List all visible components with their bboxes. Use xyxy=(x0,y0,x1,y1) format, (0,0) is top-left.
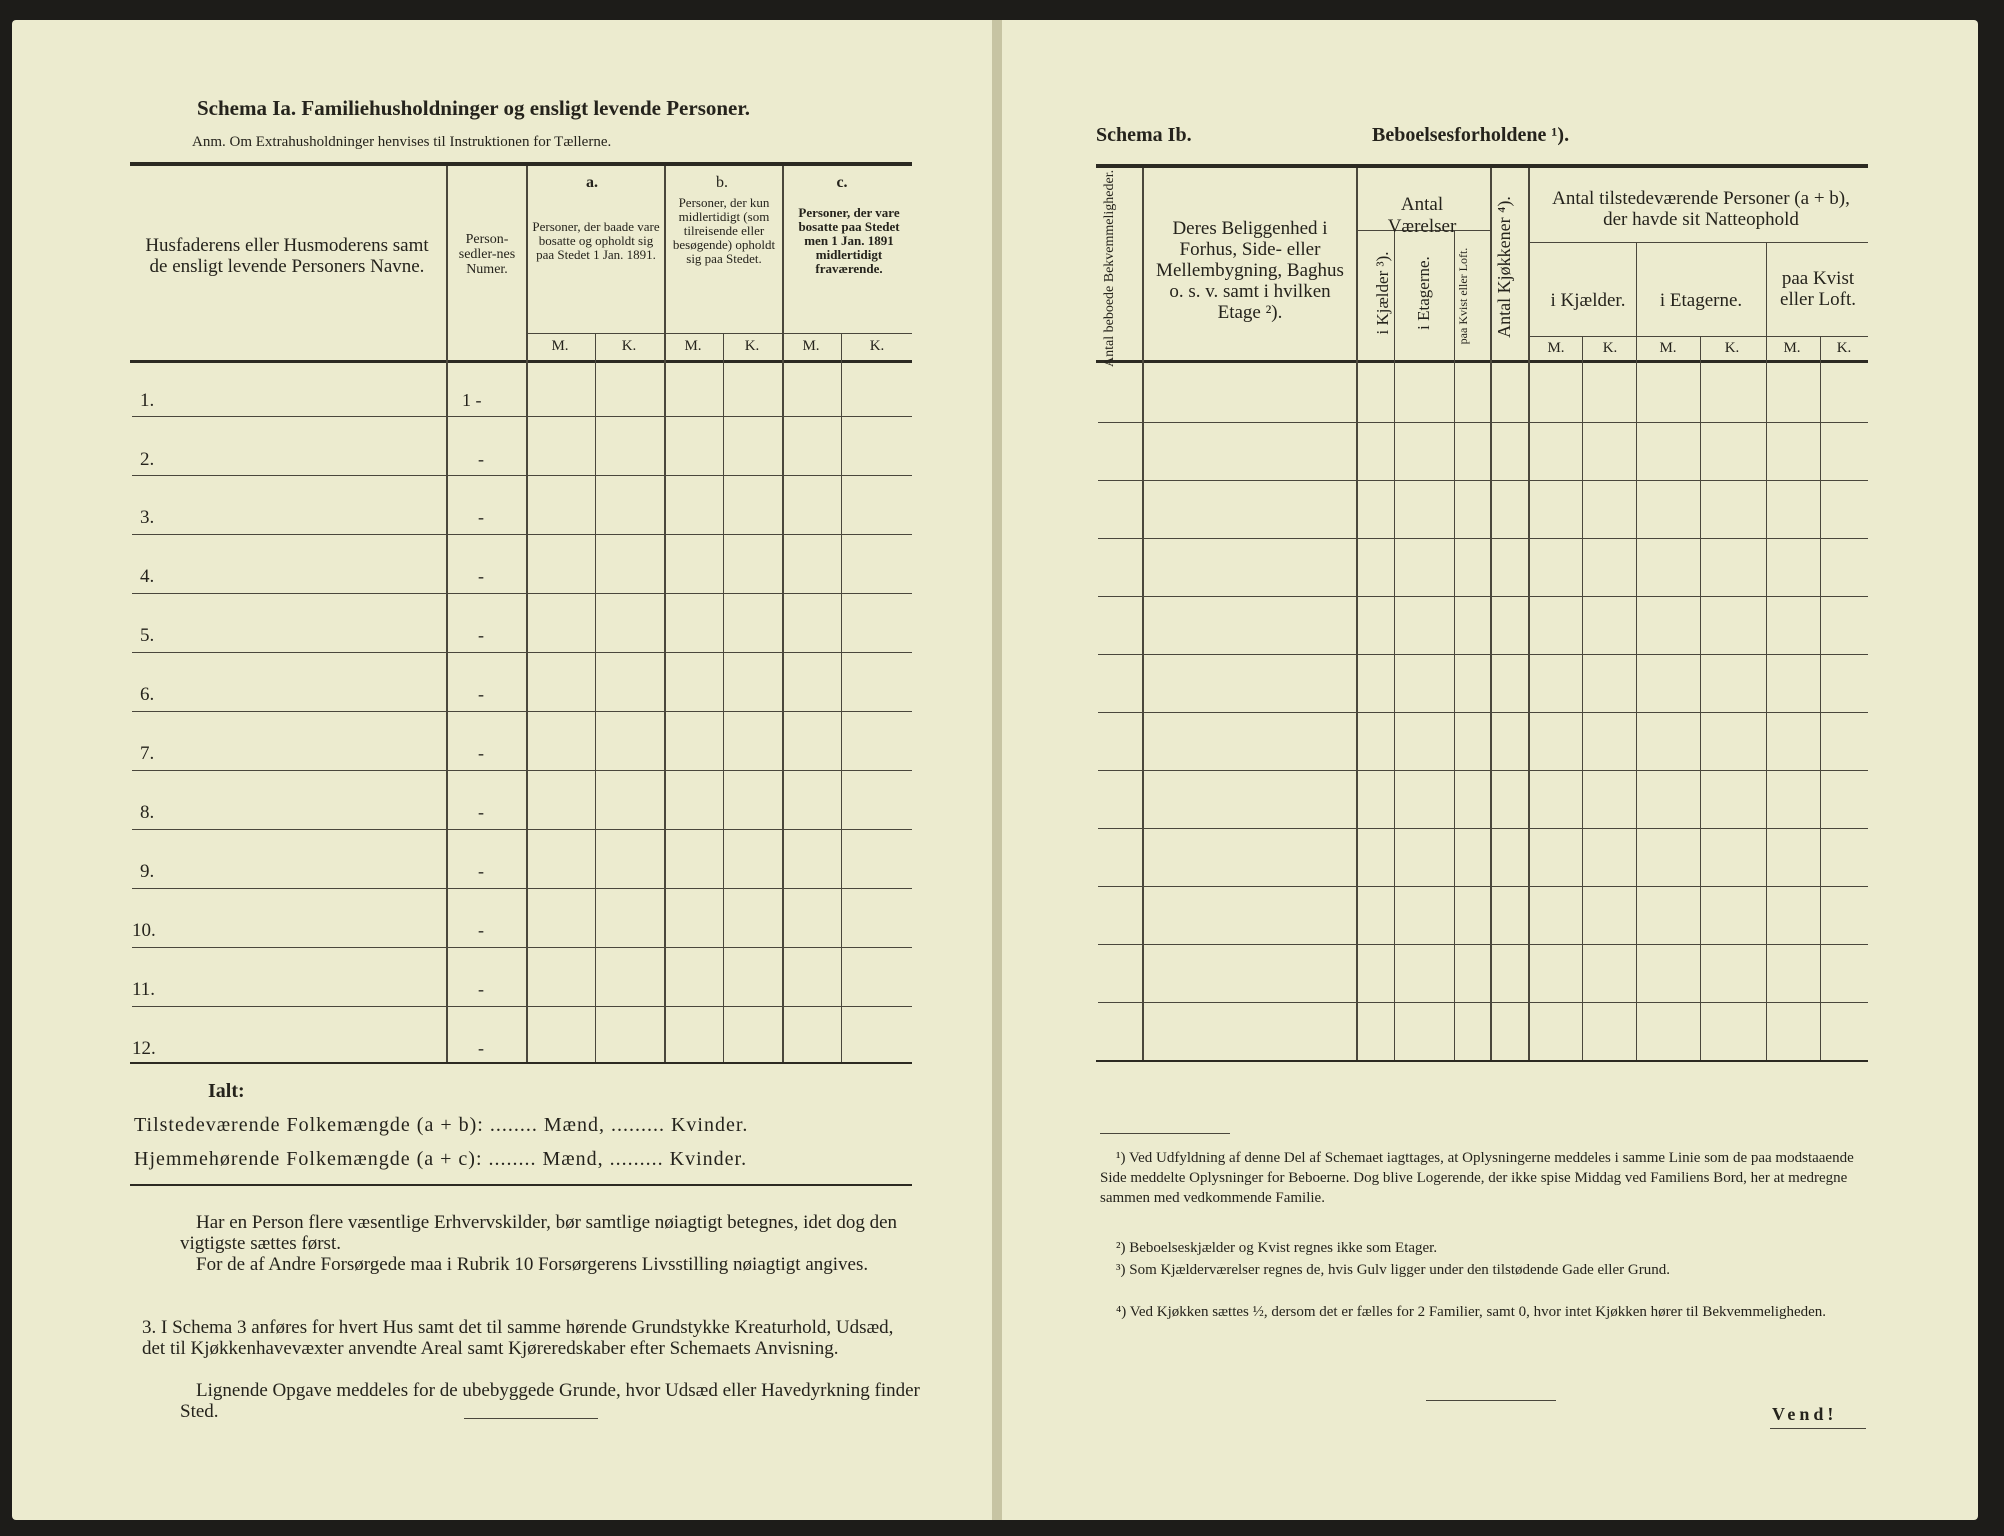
kv-m-label: M. xyxy=(1783,340,1801,356)
row-number: 10. xyxy=(132,920,156,941)
header-rule xyxy=(130,360,912,363)
kv-k-label: K. xyxy=(1836,340,1852,356)
beboelse-title: Beboelsesforholdene ¹). xyxy=(1372,124,1570,146)
row-number: 12. xyxy=(132,1038,156,1059)
row-sedler: 1 - xyxy=(462,390,482,410)
schema-ib-title: Schema Ib. xyxy=(1096,124,1192,146)
kj-k-label: K. xyxy=(1602,340,1618,356)
b-k-label: K. xyxy=(744,338,760,354)
et-m-label: M. xyxy=(1659,340,1677,356)
bottom-rule xyxy=(130,1062,912,1064)
row-sedler: - xyxy=(478,1038,484,1058)
top-rule xyxy=(130,162,912,166)
col-paa-kvist: paa Kvist eller Loft. xyxy=(1456,247,1470,345)
col-c-header: Personer, der vare bosatte paa Stedet men 1 Jan. 1891 midlertidigt fraværende. xyxy=(798,205,900,276)
col-p-etagerne: i Etagerne. xyxy=(1659,290,1743,311)
col-antal-personer: Antal tilstedeværende Personer (a + b), der havde sit Natteophold xyxy=(1552,188,1850,230)
col-bekvemmeligheder: Antal beboede Bekvemmeligheder. xyxy=(1102,169,1117,367)
anm-note: Anm. Om Extrahusholdninger henvises til Instruktionen for Tællerne. xyxy=(192,134,612,150)
a-m-label: M. xyxy=(551,338,569,354)
row-sedler: - xyxy=(478,743,484,763)
instruction-3: 3. I Schema 3 anføres for hvert Hus samt det til samme hørende Grundstykke Kreaturhold, Udsæd, det til Kjøkkenhavevæxter anvendte Areal samt Kjøreredskaber efter Schemaets Anvisning. xyxy=(142,1317,894,1359)
col-b-letter: b. xyxy=(716,174,728,191)
row-number: 2. xyxy=(140,449,155,470)
vend-label: Vend! xyxy=(1772,1404,1838,1424)
col-p-kvist: paa Kvist eller Loft. xyxy=(1780,268,1856,310)
col-i-kjaelder: i Kjælder ³). xyxy=(1373,251,1392,335)
kj-m-label: M. xyxy=(1547,340,1565,356)
row-sedler: - xyxy=(478,566,484,586)
b-m-label: M. xyxy=(684,338,702,354)
et-k-label: K. xyxy=(1724,340,1740,356)
col-c-letter: c. xyxy=(836,174,848,191)
left-page xyxy=(12,20,992,1520)
c-k-label: K. xyxy=(869,338,885,354)
instruction-2: For de af Andre Forsørgede maa i Rubrik 10 Forsørgerens Livsstilling nøiagtigt angives. xyxy=(196,1254,869,1275)
footnote-3: ³) Som Kjælderværelser regnes de, hvis Gulv ligger under den tilstødende Gade eller Grund. xyxy=(1116,1262,1670,1278)
row-sedler: - xyxy=(478,449,484,469)
footnote-4: ⁴) Ved Kjøkken sættes ½, dersom det er fælles for 2 Familier, samt 0, hvor intet Kjøkken hører til Bekvemmeligheden. xyxy=(1116,1304,1827,1320)
hjemmehorende-line: Hjemmehørende Folkemængde (a + c): ........ Mænd, ......... Kvinder. xyxy=(134,1148,748,1170)
col-antal-vaerelser: Antal Værelser xyxy=(1387,194,1457,237)
row-sedler: - xyxy=(478,861,484,881)
col-a-letter: a. xyxy=(586,174,598,191)
instruction-1: Har en Person flere væsentlige Erhvervskilder, bør samtlige nøiagtigt betegnes, idet dog den vigtigste sættes først. xyxy=(180,1212,897,1254)
ialt-label: Ialt: xyxy=(208,1080,245,1102)
col-name-header: Husfaderens eller Husmoderens samt de ensligt levende Personers Navne. xyxy=(145,235,429,277)
col-beliggenhed: Deres Beliggenhed i Forhus, Side- eller Mellembygning, Baghus o. s. v. samt i hvilken Etage ²). xyxy=(1156,218,1344,323)
row-number: 11. xyxy=(132,979,156,1000)
row-sedler: - xyxy=(478,802,484,822)
tilstedevaerende-line: Tilstedeværende Folkemængde (a + b): ........ Mænd, ......... Kvinder. xyxy=(134,1114,749,1136)
row-sedler: - xyxy=(478,979,484,999)
row-number: 7. xyxy=(140,743,155,764)
a-k-label: K. xyxy=(621,338,637,354)
row-number: 3. xyxy=(140,507,155,528)
col-number-header: Person-sedler-nes Numer. xyxy=(458,232,516,277)
instruction-4: Lignende Opgave meddeles for de ubebyggede Grunde, hvor Udsæd eller Havedyrkning finder Sted. xyxy=(180,1380,920,1422)
row-number: 6. xyxy=(140,684,155,705)
book-gutter xyxy=(992,20,1002,1520)
col-i-etagerne: i Etagerne. xyxy=(1414,256,1433,330)
row-sedler: - xyxy=(478,625,484,645)
col-antal-kjokkener: Antal Kjøkkener ⁴). xyxy=(1494,196,1514,338)
col-b-header: Personer, der kun midlertidigt (som tilreisende eller besøgende) opholdt sig paa Stedet. xyxy=(672,195,776,266)
schema-ia-title: Schema Ia. Familiehusholdninger og ensligt levende Personer. xyxy=(197,96,751,120)
footnote-2: ²) Beboelseskjælder og Kvist regnes ikke som Etager. xyxy=(1116,1240,1438,1256)
row-number: 8. xyxy=(140,802,155,823)
right-page xyxy=(1002,20,1978,1520)
c-m-label: M. xyxy=(802,338,820,354)
row-sedler: - xyxy=(478,684,484,704)
row-number: 5. xyxy=(140,625,155,646)
footnote-1: ¹) Ved Udfyldning af denne Del af Schemaet iagttages, at Oplysningerne meddeles i samme Linie som de paa modstaaende Side meddelte Oplysninger for Beboerne. Dog blive Logerende, der ikke spise Middag ved Familiens Bord, her at medregne sammen med vedkommende Familie. xyxy=(1100,1150,1854,1206)
row-number: 1. xyxy=(140,390,155,411)
row-number: 9. xyxy=(140,861,155,882)
col-p-kjaelder: i Kjælder. xyxy=(1550,290,1626,311)
row-sedler: - xyxy=(478,507,484,527)
row-number: 4. xyxy=(140,566,155,587)
col-a-header: Personer, der baade vare bosatte og opholdt sig paa Stedet 1 Jan. 1891. xyxy=(532,219,660,262)
row-sedler: - xyxy=(478,920,484,940)
